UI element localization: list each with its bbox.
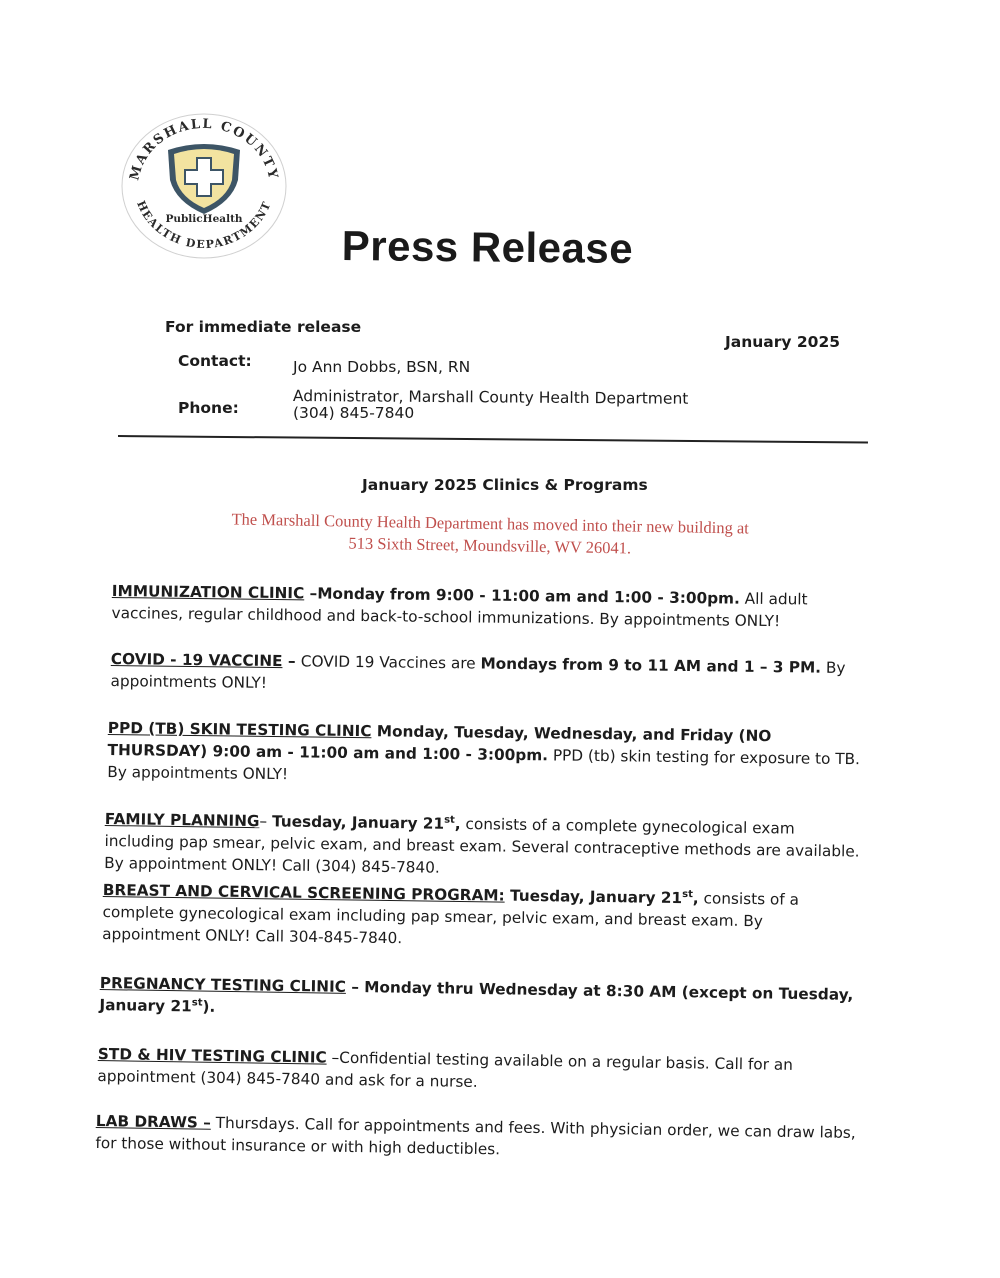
release-date: January 2025 xyxy=(725,333,841,351)
phone-number: (304) 845-7840 xyxy=(293,404,415,422)
item-heading: IMMUNIZATION CLINIC xyxy=(111,581,305,603)
page-title: Press Release xyxy=(341,222,634,273)
family-planning-item: FAMILY PLANNING– Tuesday, January 21st, consists of a complete gynecological exam including pap smear, pelvic exam, and breast exam. Several contraceptive methods are available. By appointment ONLY! Call (304) 845-7840. xyxy=(104,809,860,877)
item-heading: PREGNANCY TESTING CLINIC xyxy=(99,973,347,996)
phone-label: Phone: xyxy=(178,399,239,417)
contact-title: Administrator, Marshall County Health Department xyxy=(292,387,689,408)
item-heading: LAB DRAWS – xyxy=(95,1111,212,1132)
item-heading: PPD (TB) SKIN TESTING CLINIC xyxy=(107,718,372,741)
item-heading: FAMILY PLANNING xyxy=(104,809,260,831)
lab-draws-item: LAB DRAWS – Thursdays. Call for appointments and fees. With physician order, we can draw labs, for those without insurance or with high deductibles. xyxy=(95,1111,856,1159)
relocation-notice: The Marshall County Health Department has moved into their new building at 513 Sixth Street, Moundsville, WV 26041. xyxy=(231,509,749,558)
svg-text:MARSHALL COUNTY: MARSHALL COUNTY xyxy=(127,116,281,183)
covid-vaccine-item: COVID - 19 VACCINE – COVID 19 Vaccines are Mondays from 9 to 11 AM and 1 – 3 PM. By appointments ONLY! xyxy=(110,649,846,692)
breast-cervical-screening-item: BREAST AND CERVICAL SCREENING PROGRAM: Tuesday, January 21st, consists of a complete gynecological exam including pap smear, pelvic exam, and breast exam. By appointment ONLY! Call 304-845-7840. xyxy=(102,880,800,948)
pregnancy-testing-item: PREGNANCY TESTING CLINIC – Monday thru Wednesday at 8:30 AM (except on Tuesday, January 21st). xyxy=(99,973,854,1016)
health-department-seal-logo xyxy=(116,110,292,260)
item-heading: BREAST AND CERVICAL SCREENING PROGRAM: xyxy=(102,880,505,905)
divider xyxy=(118,435,868,444)
svg-text:HEALTH DEPARTMENT: HEALTH DEPARTMENT xyxy=(134,198,274,252)
section-heading: January 2025 Clinics & Programs xyxy=(362,476,648,494)
item-heading: COVID - 19 VACCINE xyxy=(110,649,283,671)
item-heading: STD & HIV TESTING CLINIC xyxy=(97,1044,327,1067)
std-hiv-testing-item: STD & HIV TESTING CLINIC –Confidential testing available on a regular basis. Call for an appointment (304) 845-7840 and ask for a nurse. xyxy=(97,1044,794,1091)
ppd-skin-testing-item: PPD (TB) SKIN TESTING CLINIC Monday, Tuesday, Wednesday, and Friday (NO THURSDAY) 9:00 am - 11:00 am and 1:00 - 3:00pm. PPD (tb) skin testing for exposure to TB. By appointments ONLY! xyxy=(107,718,861,784)
contact-name: Jo Ann Dobbs, BSN, RN xyxy=(293,358,471,376)
svg-text:PublicHealth: PublicHealth xyxy=(165,213,243,225)
immunization-clinic-item: IMMUNIZATION CLINIC –Monday from 9:00 - 11:00 am and 1:00 - 3:00pm. All adult vaccines, regular childhood and back-to-school immunizations. By appointments ONLY! xyxy=(111,581,808,631)
contact-label: Contact: xyxy=(178,352,252,370)
release-label: For immediate release xyxy=(165,318,362,336)
